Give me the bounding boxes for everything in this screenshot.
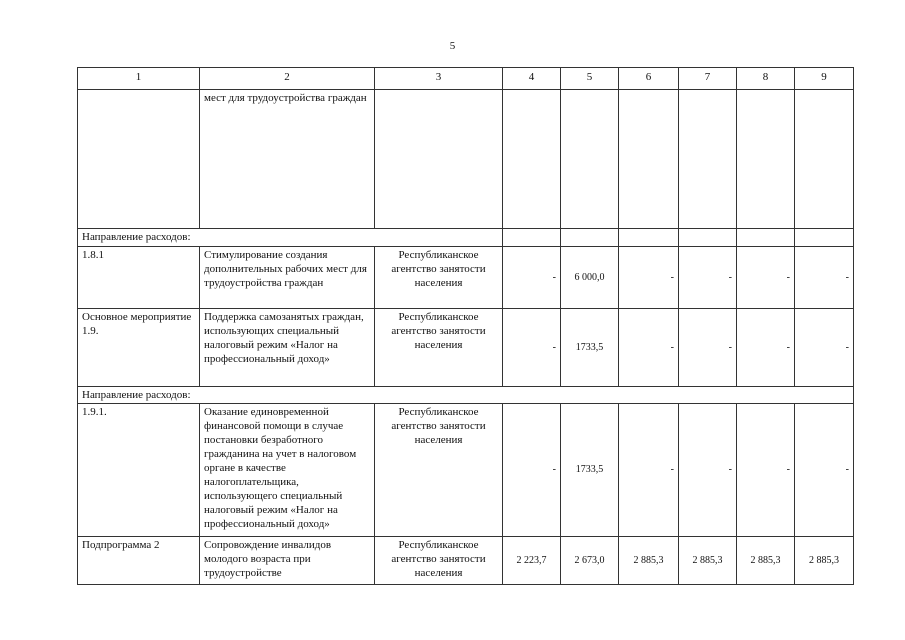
section-row — [78, 229, 854, 247]
cell-value — [561, 90, 619, 229]
cell-value: 2 673,0 — [561, 537, 619, 585]
cell-value: - — [679, 404, 737, 537]
cell-value: - — [679, 309, 737, 387]
column-header: 9 — [795, 68, 854, 90]
cell-value: - — [737, 247, 795, 309]
table-row-continued — [78, 90, 854, 229]
cell-code — [78, 90, 200, 229]
cell-value: 2 223,7 — [503, 537, 561, 585]
budget-table — [77, 67, 854, 585]
cell-value: 1733,5 — [561, 404, 619, 537]
column-header: 4 — [503, 68, 561, 90]
cell-value: - — [795, 309, 854, 387]
cell-value — [679, 90, 737, 229]
cell-executor: Республиканское агентство занятости населения — [375, 537, 503, 585]
column-header: 2 — [200, 68, 375, 90]
column-number-header-row — [78, 68, 854, 90]
cell-value: 2 885,3 — [679, 537, 737, 585]
table-row-1-9-1 — [78, 404, 854, 537]
cell-value: - — [503, 247, 561, 309]
cell-name: Поддержка самозанятых граждан, использующих специальный налоговый режим «Налог на профессиональный доход» — [200, 309, 375, 387]
cell-code: 1.8.1 — [78, 247, 200, 309]
cell-value: - — [737, 309, 795, 387]
cell-value: - — [503, 309, 561, 387]
cell-value: 2 885,3 — [619, 537, 679, 585]
cell-value: - — [619, 247, 679, 309]
cell-name: Сопровождение инвалидов молодого возраста при трудоустройстве — [200, 537, 375, 585]
column-header: 1 — [78, 68, 200, 90]
cell-value: - — [795, 404, 854, 537]
page-number: 5 — [449, 40, 456, 52]
cell-executor: Республиканское агентство занятости населения — [375, 309, 503, 387]
cell-value: 6 000,0 — [561, 247, 619, 309]
cell-code: 1.9.1. — [78, 404, 200, 537]
cell-name: Стимулирование создания дополнительных рабочих мест для трудоустройства граждан — [200, 247, 375, 309]
cell-value: - — [737, 404, 795, 537]
table-row-1-9 — [78, 309, 854, 387]
column-header: 6 — [619, 68, 679, 90]
cell-value: - — [679, 247, 737, 309]
column-header: 3 — [375, 68, 503, 90]
cell-executor: Республиканское агентство занятости населения — [375, 247, 503, 309]
cell-executor: Республиканское агентство занятости населения — [375, 404, 503, 537]
section-row — [78, 387, 854, 404]
column-header: 5 — [561, 68, 619, 90]
cell-value — [795, 90, 854, 229]
cell-code: Подпрограмма 2 — [78, 537, 200, 585]
column-header: 7 — [679, 68, 737, 90]
cell-value: - — [795, 247, 854, 309]
cell-name: мест для трудоустройства граждан — [200, 90, 375, 229]
column-header: 8 — [737, 68, 795, 90]
cell-value: 2 885,3 — [795, 537, 854, 585]
cell-value — [503, 90, 561, 229]
cell-value: 2 885,3 — [737, 537, 795, 585]
cell-executor — [375, 90, 503, 229]
cell-code: Основное мероприятие 1.9. — [78, 309, 200, 387]
cell-value — [737, 90, 795, 229]
cell-value: - — [503, 404, 561, 537]
section-label: Направление расходов: — [78, 387, 854, 404]
table-row-1-8-1 — [78, 247, 854, 309]
cell-name: Оказание единовременной финансовой помощи в случае постановки безработного гражданина на учет в налоговом органе в качестве налогоплательщика, использующего специальный налоговый режим «Налог на профессиональный доход» — [200, 404, 375, 537]
cell-value — [619, 90, 679, 229]
section-label: Направление расходов: — [78, 229, 503, 247]
cell-value: - — [619, 404, 679, 537]
cell-value: - — [619, 309, 679, 387]
table-row-subprogram-2 — [78, 537, 854, 585]
cell-value: 1733,5 — [561, 309, 619, 387]
